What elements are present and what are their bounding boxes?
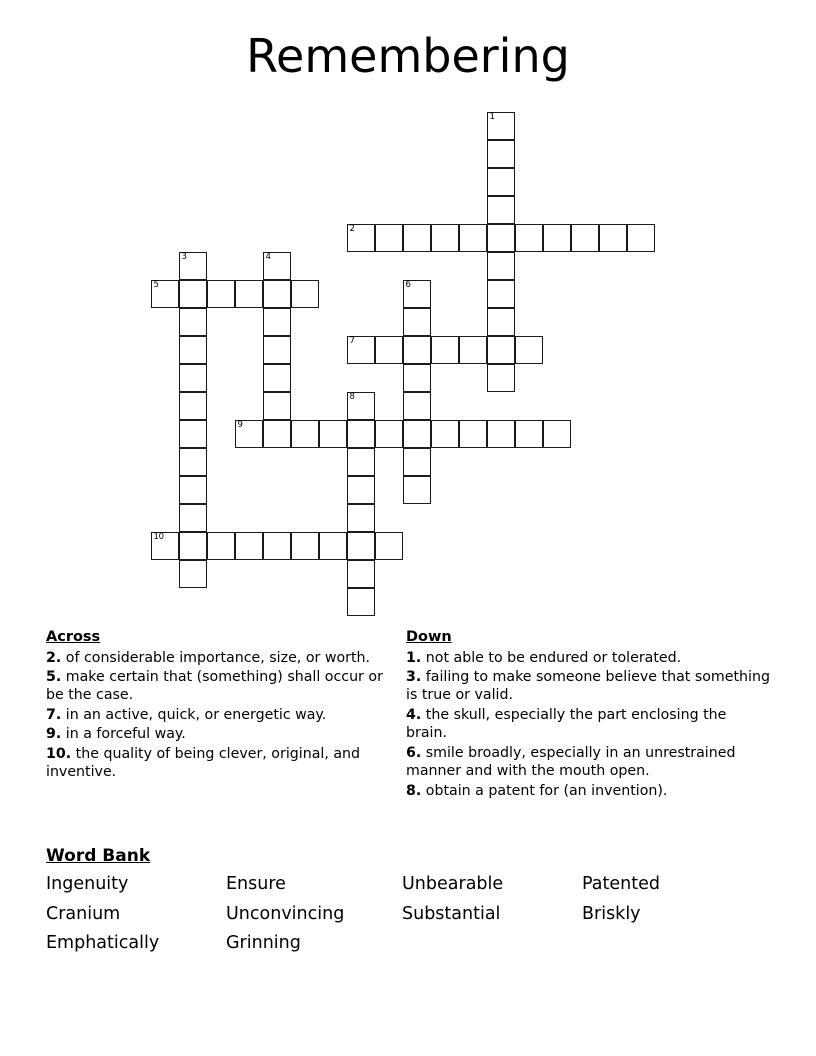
crossword-cell[interactable] — [487, 196, 515, 224]
across-heading: Across — [46, 629, 101, 645]
cell-number: 1 — [489, 111, 495, 122]
clue-text: obtain a patent for (an invention). — [421, 782, 668, 799]
clue-text: failing to make someone believe that something is true or valid. — [406, 669, 770, 704]
crossword-cell[interactable] — [347, 560, 375, 588]
crossword-cell[interactable] — [571, 224, 599, 252]
word-bank-item: Cranium — [46, 903, 121, 924]
cell-number: 8 — [349, 391, 355, 402]
crossword-cell[interactable] — [207, 280, 235, 308]
clue-number: 7. — [46, 706, 62, 723]
crossword-cell[interactable] — [403, 308, 431, 336]
word-bank-item: Unbearable — [402, 874, 504, 895]
across-clue-list — [46, 649, 398, 782]
clue-item — [406, 744, 771, 781]
word-bank-item: Briskly — [582, 903, 641, 924]
crossword-cell[interactable] — [179, 476, 207, 504]
crossword-cell[interactable] — [291, 532, 319, 560]
crossword-cell[interactable] — [347, 504, 375, 532]
crossword-cell[interactable] — [431, 336, 459, 364]
crossword-cell[interactable] — [375, 224, 403, 252]
crossword-cell[interactable] — [375, 420, 403, 448]
crossword-cell[interactable] — [319, 420, 347, 448]
across-clues-column — [46, 628, 406, 801]
crossword-cell[interactable] — [151, 532, 179, 560]
crossword-cell[interactable] — [347, 224, 375, 252]
crossword-cell[interactable] — [263, 336, 291, 364]
crossword-cell[interactable] — [263, 532, 291, 560]
down-clue-list — [406, 649, 771, 801]
crossword-cell[interactable] — [487, 280, 515, 308]
clues-section — [46, 628, 776, 801]
clue-number: 6. — [406, 744, 422, 761]
cell-number: 7 — [349, 335, 355, 346]
crossword-cell[interactable] — [179, 308, 207, 336]
clue-text: in a forceful way. — [61, 726, 186, 743]
clue-item — [46, 706, 398, 724]
clue-text: not able to be endured or tolerated. — [421, 649, 682, 666]
crossword-cell[interactable] — [627, 224, 655, 252]
crossword-cell[interactable] — [263, 420, 291, 448]
crossword-cell[interactable] — [431, 224, 459, 252]
crossword-cell[interactable] — [487, 252, 515, 280]
word-bank-heading: Word Bank — [46, 846, 151, 866]
clue-text: make certain that (something) shall occur or be the case. — [46, 669, 383, 704]
crossword-cell[interactable] — [599, 224, 627, 252]
word-bank-item: Patented — [582, 874, 660, 895]
crossword-cell[interactable] — [319, 532, 347, 560]
clue-text: the quality of being clever, original, and inventive. — [46, 745, 361, 781]
cell-number: 2 — [349, 223, 355, 234]
crossword-cell[interactable] — [515, 420, 543, 448]
crossword-cell[interactable] — [403, 336, 431, 364]
crossword-cell[interactable] — [347, 532, 375, 560]
clue-number: 2. — [46, 649, 62, 666]
crossword-cell[interactable] — [543, 420, 571, 448]
crossword-cell[interactable] — [151, 280, 179, 308]
crossword-cell[interactable] — [487, 308, 515, 336]
crossword-cell[interactable] — [179, 392, 207, 420]
crossword-cell[interactable] — [403, 224, 431, 252]
clue-item — [406, 706, 771, 743]
cell-number: 4 — [265, 251, 271, 262]
crossword-cell[interactable] — [179, 532, 207, 560]
clue-number: 3. — [406, 669, 422, 686]
crossword-cell[interactable] — [543, 224, 571, 252]
clue-item — [46, 725, 398, 743]
cell-number: 9 — [237, 419, 243, 430]
crossword-cell[interactable] — [179, 364, 207, 392]
crossword-cell[interactable] — [487, 420, 515, 448]
crossword-cell[interactable] — [403, 420, 431, 448]
crossword-cell[interactable] — [487, 140, 515, 168]
crossword-cell[interactable] — [515, 224, 543, 252]
crossword-cell[interactable] — [403, 448, 431, 476]
crossword-cell[interactable] — [347, 448, 375, 476]
clue-number: 8. — [406, 782, 422, 799]
cell-number: 3 — [181, 251, 187, 262]
crossword-cell[interactable] — [263, 392, 291, 420]
crossword-cell[interactable] — [347, 588, 375, 616]
crossword-cell[interactable] — [487, 336, 515, 364]
crossword-cell[interactable] — [487, 112, 515, 140]
clue-text: in an active, quick, or energetic way. — [61, 706, 327, 723]
crossword-cell[interactable] — [263, 252, 291, 280]
crossword-cell[interactable] — [179, 448, 207, 476]
crossword-cell[interactable] — [291, 280, 319, 308]
word-bank-item: Ingenuity — [46, 874, 129, 895]
word-bank-section — [46, 845, 776, 957]
clue-item — [406, 782, 771, 800]
crossword-cell[interactable] — [403, 280, 431, 308]
crossword-cell[interactable] — [179, 280, 207, 308]
crossword-cell[interactable] — [263, 308, 291, 336]
clue-text: of considerable importance, size, or worth. — [61, 649, 371, 666]
cell-number: 6 — [405, 279, 411, 290]
word-bank-list — [46, 871, 776, 957]
clue-number: 1. — [406, 649, 422, 666]
clue-item — [46, 745, 398, 782]
crossword-cell[interactable] — [347, 336, 375, 364]
clue-item — [406, 649, 771, 667]
crossword-cell[interactable] — [291, 420, 319, 448]
crossword-cell[interactable] — [403, 476, 431, 504]
word-bank-item: Substantial — [402, 903, 501, 924]
crossword-cell[interactable] — [431, 420, 459, 448]
crossword-cell[interactable] — [487, 224, 515, 252]
clue-number: 5. — [46, 669, 62, 686]
crossword-cell[interactable] — [179, 504, 207, 532]
crossword-cell[interactable] — [207, 532, 235, 560]
crossword-cell[interactable] — [235, 280, 263, 308]
crossword-cell[interactable] — [347, 476, 375, 504]
crossword-cell[interactable] — [347, 392, 375, 420]
crossword-cell[interactable] — [179, 252, 207, 280]
word-bank-item: Emphatically — [46, 933, 160, 954]
clue-number: 10. — [46, 745, 72, 762]
crossword-cell[interactable] — [459, 420, 487, 448]
crossword-cell[interactable] — [515, 336, 543, 364]
crossword-cell[interactable] — [459, 336, 487, 364]
crossword-cell[interactable] — [487, 168, 515, 196]
cell-number: 10 — [153, 531, 164, 542]
crossword-cell[interactable] — [263, 280, 291, 308]
crossword-cell[interactable] — [403, 392, 431, 420]
word-bank-item: Ensure — [226, 874, 286, 895]
word-bank-item: Unconvincing — [226, 903, 345, 924]
crossword-cell[interactable] — [403, 364, 431, 392]
page-title: Remembering — [246, 29, 570, 83]
clue-number: 4. — [406, 706, 422, 723]
crossword-cell[interactable] — [375, 336, 403, 364]
down-clues-column — [406, 628, 771, 801]
clue-number: 9. — [46, 726, 62, 743]
crossword-cell[interactable] — [263, 364, 291, 392]
cell-number: 5 — [153, 279, 159, 290]
clue-text: smile broadly, especially in an unrestrained manner and with the mouth open. — [406, 744, 736, 780]
crossword-cell[interactable] — [375, 532, 403, 560]
crossword-cell[interactable] — [179, 560, 207, 588]
crossword-cell[interactable] — [235, 420, 263, 448]
word-bank-item: Grinning — [226, 933, 301, 954]
crossword-cell[interactable] — [487, 364, 515, 392]
clue-text: the skull, especially the part enclosing the brain. — [406, 706, 727, 742]
crossword-cell[interactable] — [235, 532, 263, 560]
crossword-cell[interactable] — [179, 336, 207, 364]
crossword-cell[interactable] — [459, 224, 487, 252]
crossword-cell[interactable] — [179, 420, 207, 448]
crossword-cell[interactable] — [347, 420, 375, 448]
clue-item — [406, 668, 771, 705]
down-heading: Down — [406, 629, 452, 645]
clue-item — [46, 668, 398, 705]
clue-item — [46, 649, 398, 667]
